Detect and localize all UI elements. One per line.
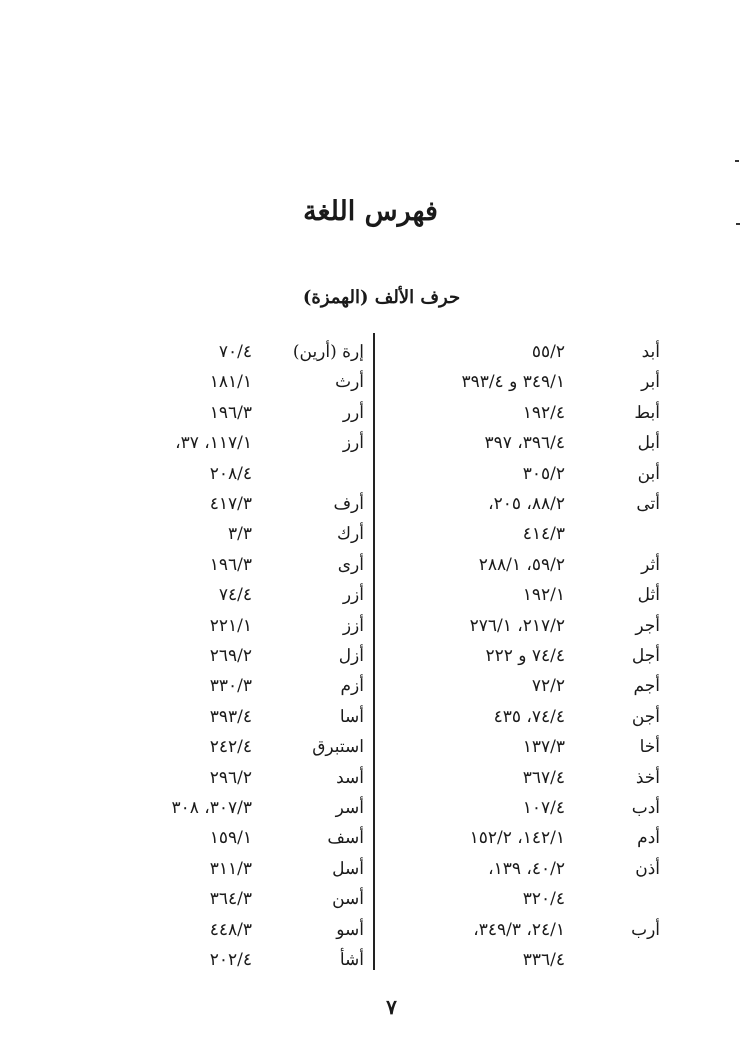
entry-root-word: أزل [338, 646, 364, 666]
entry-root-word: أرك [337, 524, 364, 544]
index-entry [400, 428, 660, 458]
entry-references: ١٩٢/٤ [522, 403, 565, 423]
index-entry [130, 823, 364, 853]
entry-references: ١٩٦/٣ [209, 403, 252, 423]
index-entry [130, 641, 364, 671]
entry-references: ١٩٢/١ [522, 585, 565, 605]
entry-references: ٣٣٦/٤ [522, 950, 565, 970]
index-entry [130, 793, 364, 823]
entry-root-word: أتى [636, 494, 660, 514]
entry-root-word: أسر [335, 798, 364, 818]
entry-references: ٣٦٧/٤ [522, 768, 565, 788]
index-entry [400, 823, 660, 853]
entry-references: ٣٣٠/٣ [209, 676, 252, 696]
index-entry [130, 884, 364, 914]
index-entry [400, 611, 660, 641]
index-entry [400, 459, 660, 489]
entry-references: ٤٠/٢، ١٣٩، [488, 859, 565, 879]
scan-edge-mark [735, 160, 739, 162]
index-entry [130, 519, 364, 549]
index-entry [130, 337, 364, 367]
entry-root-word: أسو [336, 920, 364, 940]
entry-references: ٣/٣ [228, 524, 252, 544]
entry-root-word: أبل [637, 433, 660, 453]
entry-references: ٢٢١/١ [209, 616, 252, 636]
entry-root-word: أبد [641, 342, 660, 362]
entry-references: ٢٠٢/٤ [209, 950, 252, 970]
entry-root-word: إرة (أرين) [292, 342, 364, 362]
index-entry [130, 550, 364, 580]
entry-references: ٢٩٦/٢ [209, 768, 252, 788]
entry-references: ٤٤٨/٣ [209, 920, 252, 940]
entry-root-word: أبر [641, 372, 660, 392]
entry-references: ٧٤/٤، ٤٣٥ [493, 707, 565, 727]
index-entry [130, 671, 364, 701]
entry-root-word: أثر [641, 555, 660, 575]
index-entry [130, 732, 364, 762]
index-entry [400, 489, 660, 519]
entry-root-word: أجن [631, 707, 660, 727]
page-title: فهرس اللغة [303, 196, 438, 227]
entry-references: ٢١٧/٢، ٢٧٦/١ [469, 616, 565, 636]
entry-root-word: أجر [635, 616, 660, 636]
index-entry [130, 702, 364, 732]
index-entry [400, 641, 660, 671]
scan-edge-mark [736, 223, 740, 225]
entry-references: ١١٧/١، ٣٧، [175, 433, 252, 453]
entry-references: ٣٩٣/٤ [209, 707, 252, 727]
entry-root-word: أبن [637, 464, 660, 484]
entry-references: ٣٩٦/٤، ٣٩٧ [484, 433, 565, 453]
entry-root-word: أسف [327, 828, 364, 848]
entry-references: ٣٠٧/٣، ٣٠٨ [171, 798, 252, 818]
section-heading: حرف الألف (الهمزة) [302, 287, 461, 308]
entry-root-word: أسد [336, 768, 364, 788]
entry-references: ٢٦٩/٢ [209, 646, 252, 666]
entry-root-word: أدم [637, 828, 660, 848]
entry-root-word: أزم [340, 676, 364, 696]
entry-root-word: أرى [337, 555, 364, 575]
index-entry [400, 550, 660, 580]
entry-references: ٧٢/٢ [531, 676, 565, 696]
entry-references: ٧٤/٤ و ٢٢٢ [485, 646, 565, 666]
entry-references: ٤١٧/٣ [209, 494, 252, 514]
entry-references: ٣٤٩/١ و ٣٩٣/٤ [461, 372, 565, 392]
entry-references: ٣١١/٣ [209, 859, 252, 879]
index-entry [130, 580, 364, 610]
index-entry [130, 611, 364, 641]
entry-root-word: أخا [639, 737, 660, 757]
index-entry [130, 489, 364, 519]
index-entry [130, 854, 364, 884]
entry-root-word: أثل [637, 585, 660, 605]
entry-references: ٧٤/٤ [218, 585, 252, 605]
entry-references: ٤١٤/٣ [522, 524, 565, 544]
page-number: ٧ [386, 995, 397, 1019]
entry-root-word: أخذ [635, 768, 660, 788]
entry-root-word: أزز [342, 616, 364, 636]
entry-references: ٢٠٨/٤ [209, 464, 252, 484]
index-entry [400, 945, 660, 975]
entry-root-word: أسا [339, 707, 364, 727]
index-entry [400, 884, 660, 914]
entry-root-word: أبط [634, 403, 660, 423]
entry-root-word: أرر [342, 403, 364, 423]
index-entry [400, 367, 660, 397]
index-entry [400, 915, 660, 945]
entry-root-word: أرب [631, 920, 660, 940]
entry-root-word: أشأ [339, 950, 364, 970]
entry-references: ٣٢٠/٤ [522, 889, 565, 909]
index-entry [400, 519, 660, 549]
index-entry [130, 398, 364, 428]
entry-root-word: أرف [333, 494, 364, 514]
entry-references: ١٠٧/٤ [522, 798, 565, 818]
entry-root-word: استبرق [312, 737, 364, 757]
entry-references: ١٥٩/١ [209, 828, 252, 848]
index-entry [400, 702, 660, 732]
entry-references: ٣٠٥/٢ [522, 464, 565, 484]
index-entry [400, 337, 660, 367]
index-entry [400, 793, 660, 823]
entry-references: ١٤٢/١، ١٥٢/٢ [469, 828, 565, 848]
index-entry [130, 367, 364, 397]
entry-references: ١٨١/١ [209, 372, 252, 392]
entry-references: ٨٨/٢، ٢٠٥، [488, 494, 565, 514]
entry-root-word: أسن [332, 889, 364, 909]
entry-references: ٥٥/٢ [531, 342, 565, 362]
index-entry [400, 398, 660, 428]
entry-references: ١٩٦/٣ [209, 555, 252, 575]
index-entry [130, 915, 364, 945]
index-entry [400, 763, 660, 793]
entry-root-word: أذن [635, 859, 660, 879]
index-entry [400, 580, 660, 610]
column-divider [373, 333, 375, 970]
entry-root-word: أرز [342, 433, 364, 453]
index-entry [130, 459, 364, 489]
index-entry [400, 732, 660, 762]
index-entry [130, 763, 364, 793]
index-entry [130, 945, 364, 975]
entry-root-word: أجل [631, 646, 660, 666]
entry-references: ٣٦٤/٣ [209, 889, 252, 909]
entry-root-word: أجم [633, 676, 660, 696]
entry-references: ٢٤٢/٤ [209, 737, 252, 757]
entry-root-word: أزر [342, 585, 364, 605]
entry-root-word: أدب [631, 798, 660, 818]
index-entry [130, 428, 364, 458]
entry-references: ٢٤/١، ٣٤٩/٣، [473, 920, 565, 940]
index-entry [400, 671, 660, 701]
entry-references: ١٣٧/٣ [522, 737, 565, 757]
entry-root-word: أرث [335, 372, 364, 392]
index-entry [400, 854, 660, 884]
entry-references: ٥٩/٢، ٢٨٨/١ [478, 555, 565, 575]
entry-root-word: أسل [332, 859, 364, 879]
entry-references: ٧٠/٤ [218, 342, 252, 362]
